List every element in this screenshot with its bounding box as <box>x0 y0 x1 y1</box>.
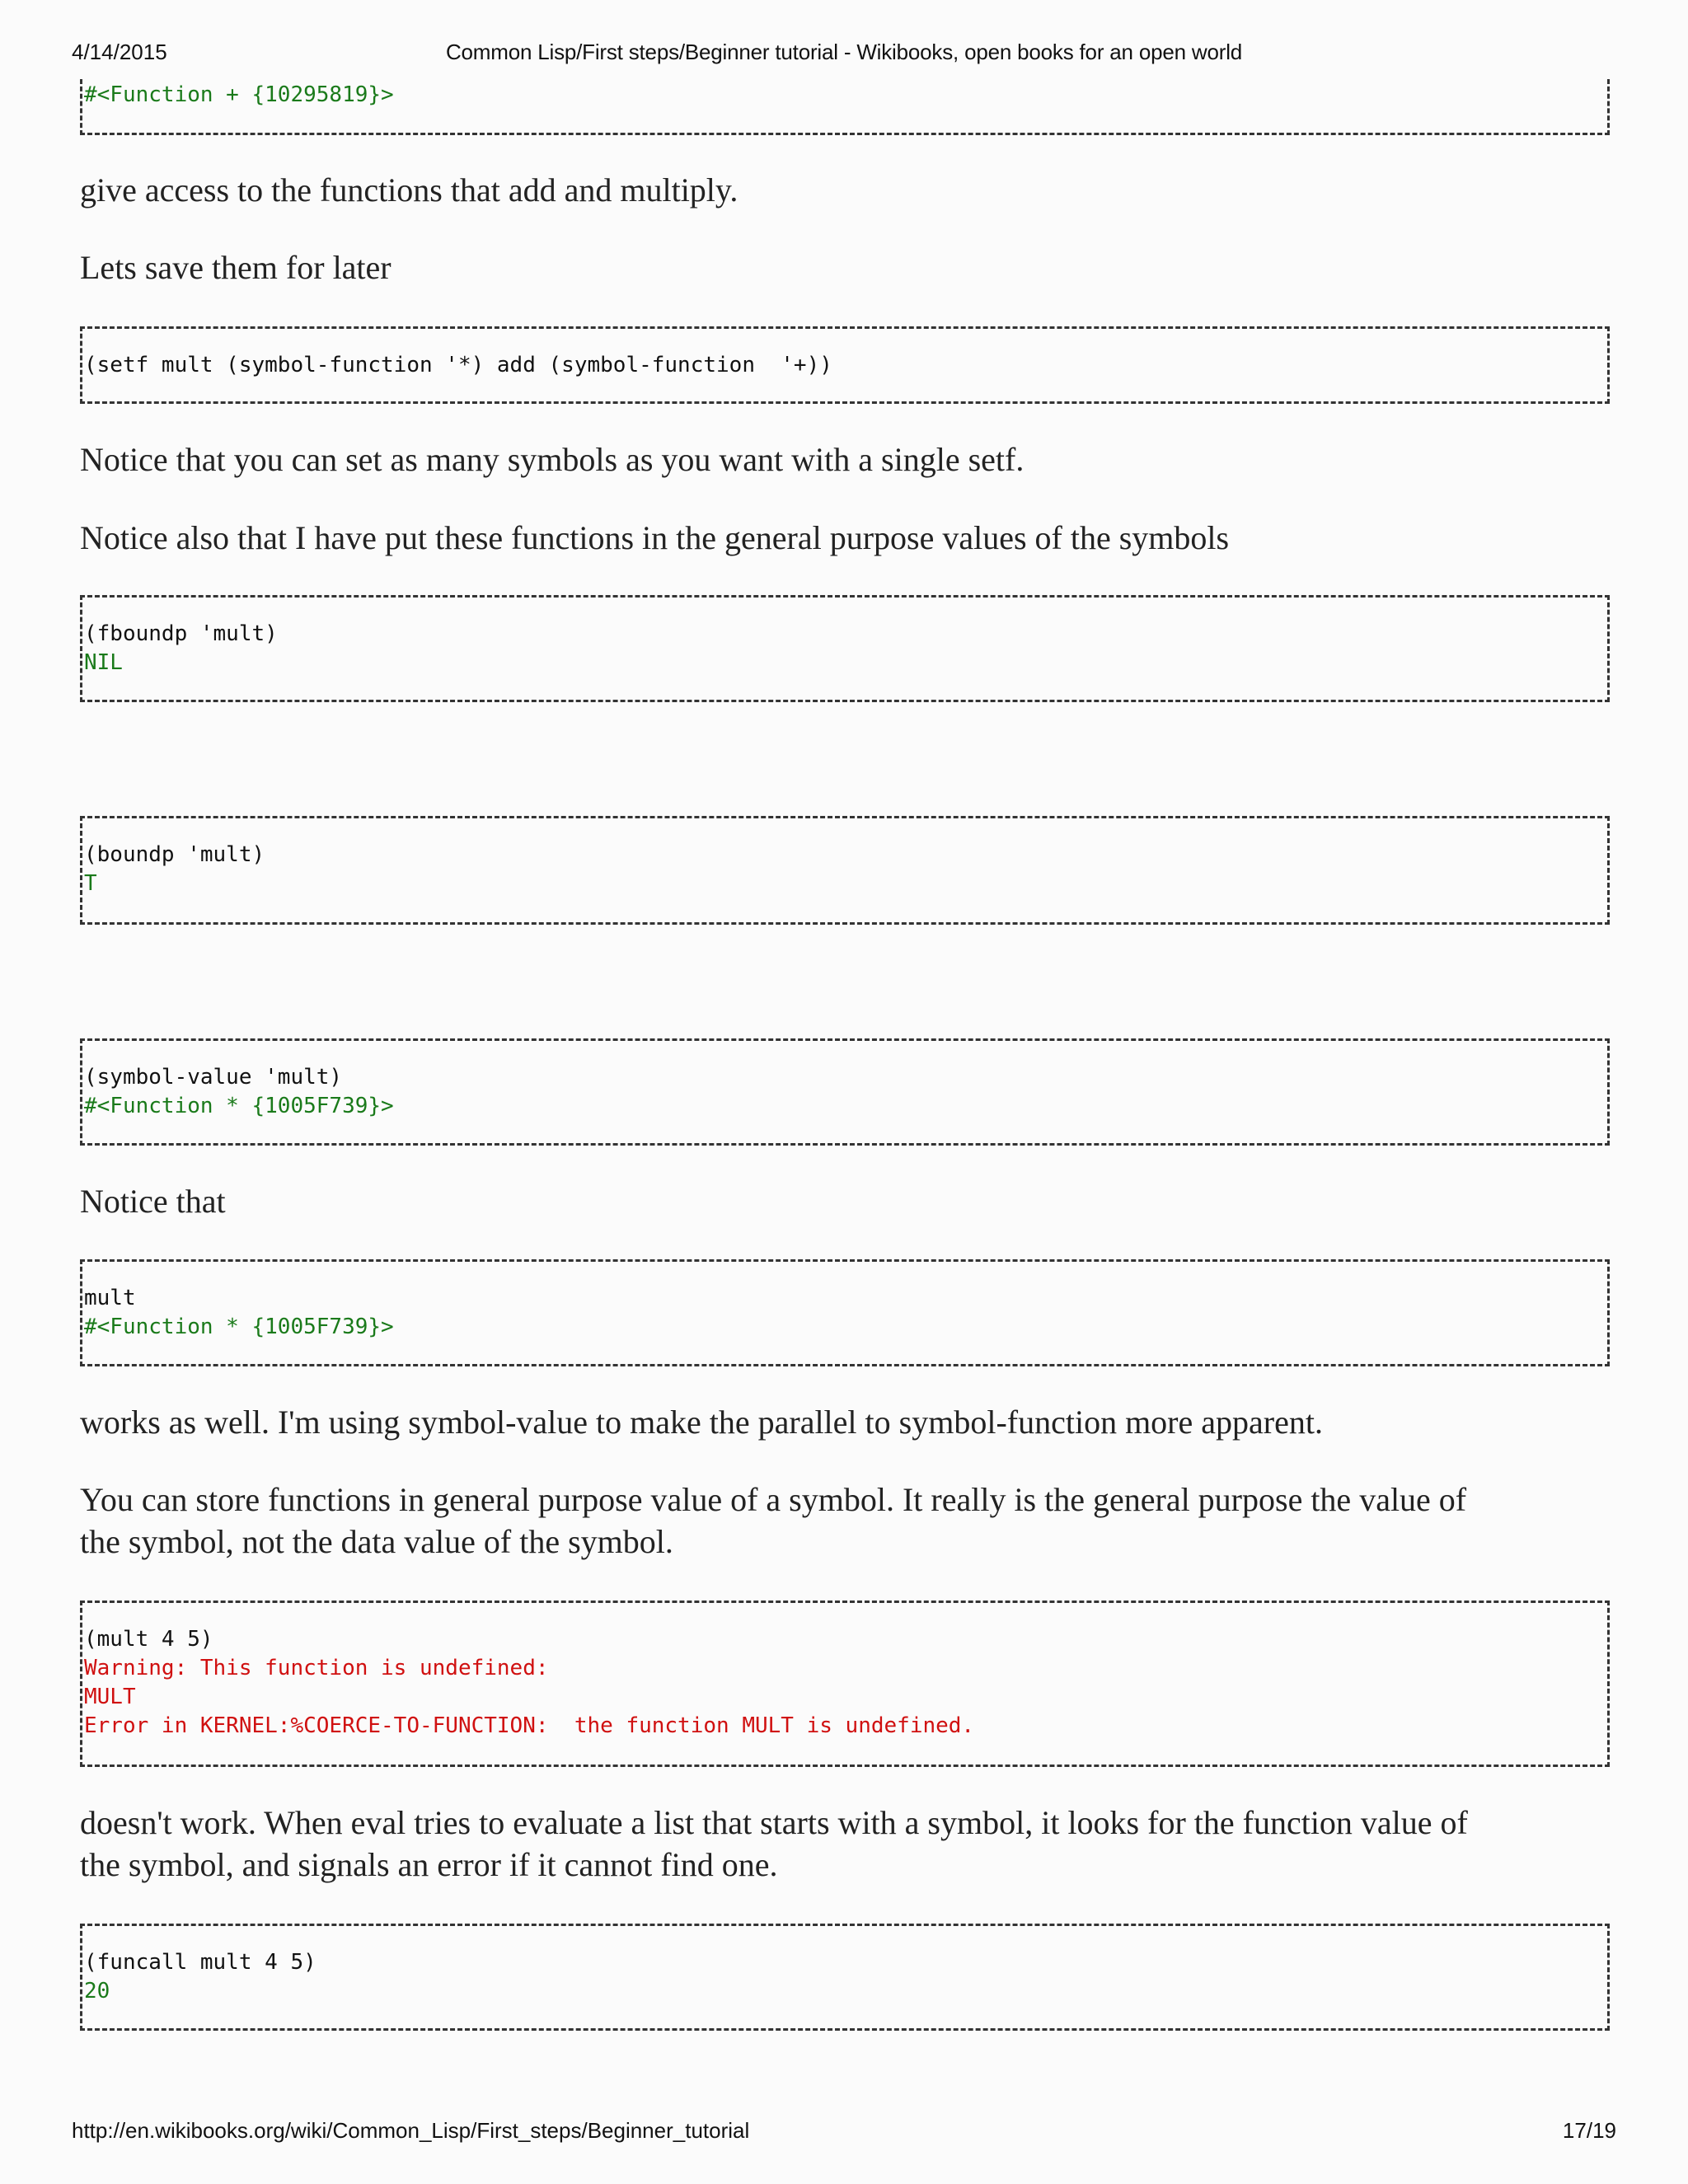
paragraph: works as well. I'm using symbol-value to make the parallel to symbol-function more apparent. <box>80 1404 1323 1441</box>
paragraph: Lets save them for later <box>80 249 392 286</box>
paragraph: Notice that you can set as many symbols as you want with a single setf. <box>80 441 1025 478</box>
code-block-boundp <box>80 816 1610 925</box>
code-output: NIL <box>84 650 123 675</box>
paragraph-line: the symbol, and signals an error if it cannot find one. <box>80 1846 778 1883</box>
paragraph-line: doesn't work. When eval tries to evaluate a list that starts with a symbol, it looks for the function value of <box>80 1804 1468 1841</box>
code-input: mult <box>84 1286 136 1310</box>
code-input: (symbol-value 'mult) <box>84 1065 343 1090</box>
page-url: http://en.wikibooks.org/wiki/Common_Lisp/First_steps/Beginner_tutorial <box>72 2118 750 2143</box>
code-error: MULT <box>84 1685 136 1709</box>
code-input: (boundp 'mult) <box>84 842 265 867</box>
paragraph <box>80 1802 1613 1886</box>
code-input: (fboundp 'mult) <box>84 621 278 646</box>
code-output: T <box>84 871 97 896</box>
paragraph: Notice also that I have put these functions in the general purpose values of the symbols <box>80 519 1230 556</box>
paragraph-line: You can store functions in general purpose value of a symbol. It really is the general purpose the value of <box>80 1481 1467 1518</box>
code-block-funcall <box>80 1924 1610 2031</box>
code-block-mult <box>80 1259 1610 1366</box>
paragraph: Notice that <box>80 1183 226 1220</box>
code-output: 20 <box>84 1979 110 2004</box>
code-input: (setf mult (symbol-function '*) add (symbol-function '+)) <box>84 353 832 377</box>
code-input: (funcall mult 4 5) <box>84 1950 316 1975</box>
code-block-function-plus <box>80 79 1610 135</box>
page-number: 17/19 <box>1562 2118 1616 2143</box>
code-block-setf <box>80 326 1610 404</box>
code-input: (mult 4 5) <box>84 1627 213 1652</box>
print-date: 4/14/2015 <box>72 40 167 64</box>
code-output: #<Function * {1005F739}> <box>84 1315 394 1339</box>
code-error: Error in KERNEL:%COERCE-TO-FUNCTION: the function MULT is undefined. <box>84 1713 975 1738</box>
code-output: #<Function + {10295819}> <box>84 82 394 107</box>
code-error: Warning: This function is undefined: <box>84 1656 549 1680</box>
code-block-mult-4-5 <box>80 1601 1610 1767</box>
paragraph: give access to the functions that add and multiply. <box>80 171 738 209</box>
paragraph-line: the symbol, not the data value of the symbol. <box>80 1523 673 1560</box>
code-output: #<Function * {1005F739}> <box>84 1094 394 1118</box>
page-title: Common Lisp/First steps/Beginner tutorial - Wikibooks, open books for an open world <box>445 40 1243 64</box>
code-block-symbol-value <box>80 1038 1610 1146</box>
page-footer <box>0 2110 1688 2159</box>
code-block-fboundp <box>80 595 1610 702</box>
paragraph <box>80 1479 1613 1563</box>
